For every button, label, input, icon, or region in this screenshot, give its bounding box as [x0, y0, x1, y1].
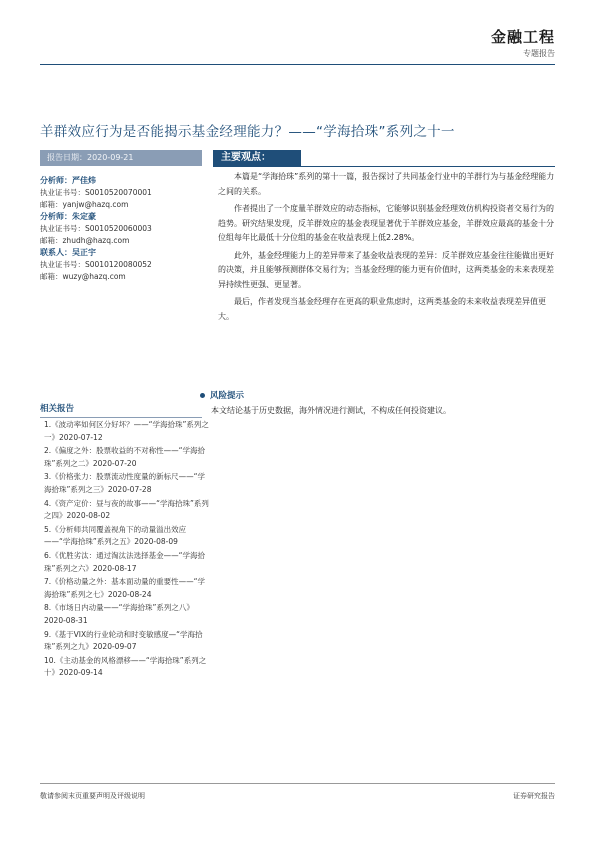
key-points-body [218, 170, 558, 327]
list-item[interactable]: 10.《主动基金的风格漂移——“学海拾珠”系列之十》2020-09-14 [44, 655, 207, 678]
header-divider [40, 64, 555, 65]
analyst-cert: 执业证书号：S0010520060003 [40, 224, 152, 233]
page-title: 羊群效应行为是否能揭示基金经理能力？——“学海拾珠”系列之十一 [40, 124, 455, 140]
list-item[interactable]: 8.《市场日内动量——“学海拾珠”系列之八》2020-08-31 [44, 603, 194, 625]
risk-heading-label: 风险提示 [210, 391, 245, 401]
analyst-email[interactable]: 邮箱：zhudh@hazq.com [40, 236, 130, 245]
analyst-entry [40, 175, 202, 211]
list-item[interactable]: 4.《资产定价：昼与夜的故事——“学海拾珠”系列之四》2020-08-02 [44, 498, 209, 521]
analyst-list [40, 175, 202, 283]
analyst-cert: 执业证书号：S0010520070001 [40, 188, 152, 197]
list-item[interactable]: 7.《价格动量之外：基本面动量的重要性——“学海拾珠”系列之七》2020-08-24 [44, 577, 206, 599]
report-type: 专题报告 [523, 49, 555, 58]
related-reports-list [44, 419, 210, 681]
bullet-icon [200, 393, 205, 398]
key-points-header [213, 150, 555, 167]
list-item[interactable]: 2.《偏度之外：股票收益的不对称性——“学海拾珠”系列之二》2020-07-20 [44, 446, 206, 468]
footer-divider [40, 783, 555, 784]
analyst-name: 分析师：朱定豪 [40, 212, 96, 221]
list-item[interactable]: 5.《分析师共同覆盖视角下的动量溢出效应——“学海拾珠”系列之五》2020-08-09 [44, 524, 187, 547]
risk-heading [200, 389, 244, 401]
list-item[interactable]: 9.《基于VIX的行业轮动和时变敏感度—“学海拾珠”系列之九》2020-09-07 [44, 629, 203, 652]
list-item[interactable]: 6.《优胜劣汰：通过淘汰法选择基金——“学海拾珠”系列之六》2020-08-17 [44, 550, 206, 573]
contact-email[interactable]: 邮箱：wuzy@hazq.com [40, 272, 126, 281]
report-category: 金融工程 [490, 28, 555, 46]
footer-label: 证券研究报告 [513, 792, 555, 800]
contact-name: 联系人：吴正宇 [40, 248, 96, 257]
analyst-entry [40, 211, 202, 247]
related-reports-heading: 相关报告 [40, 402, 202, 418]
list-item[interactable]: 1.《波动率如何区分好坏？——“学海拾珠”系列之一》2020-07-12 [44, 420, 209, 442]
report-date: 报告日期：2020-09-21 [40, 150, 202, 166]
paragraph: 此外，基金经理能力上的差异带来了基金收益表现的差异：反羊群效应基金往往能做出更好的决策，并且能够预测群体交易行为；当基金经理的能力更有价值时，这两类基金的未来表现差异持续性更强、更显著。 [218, 250, 554, 289]
contact-cert: 执业证书号：S0010120080052 [40, 260, 152, 269]
risk-text: 本文结论基于历史数据，海外情况进行测试，不构成任何投资建议。 [211, 406, 451, 415]
analyst-email[interactable]: 邮箱：yanjw@hazq.com [40, 200, 129, 209]
paragraph: 最后，作者发现当基金经理存在更高的职业焦虑时，这两类基金的未来收益表现差异值更大。 [218, 297, 546, 321]
paragraph: 作者提出了一个度量羊群效应的动态指标，它能够识别基金经理效仿机构投资者交易行为的趋势。研究结果发现，反羊群效应的基金表现显著优于羊群效应基金，羊群效应最高的基金十分位组每年比最低十分位组的基金在收益表现上低2.28%。 [218, 204, 554, 242]
analyst-name: 分析师：严佳炜 [40, 176, 96, 185]
paragraph: 本篇是“学海拾珠”系列的第十一篇，报告探讨了共同基金行业中的羊群行为与基金经理能力之间的关系。 [218, 172, 555, 196]
key-points-label: 主要观点： [213, 150, 301, 166]
analyst-entry [40, 247, 202, 283]
list-item[interactable]: 3.《价格张力：股票流动性度量的新标尺——“学海拾珠”系列之三》2020-07-28 [44, 472, 206, 494]
footer-disclaimer: 敬请参阅末页重要声明及评级说明 [40, 792, 145, 800]
